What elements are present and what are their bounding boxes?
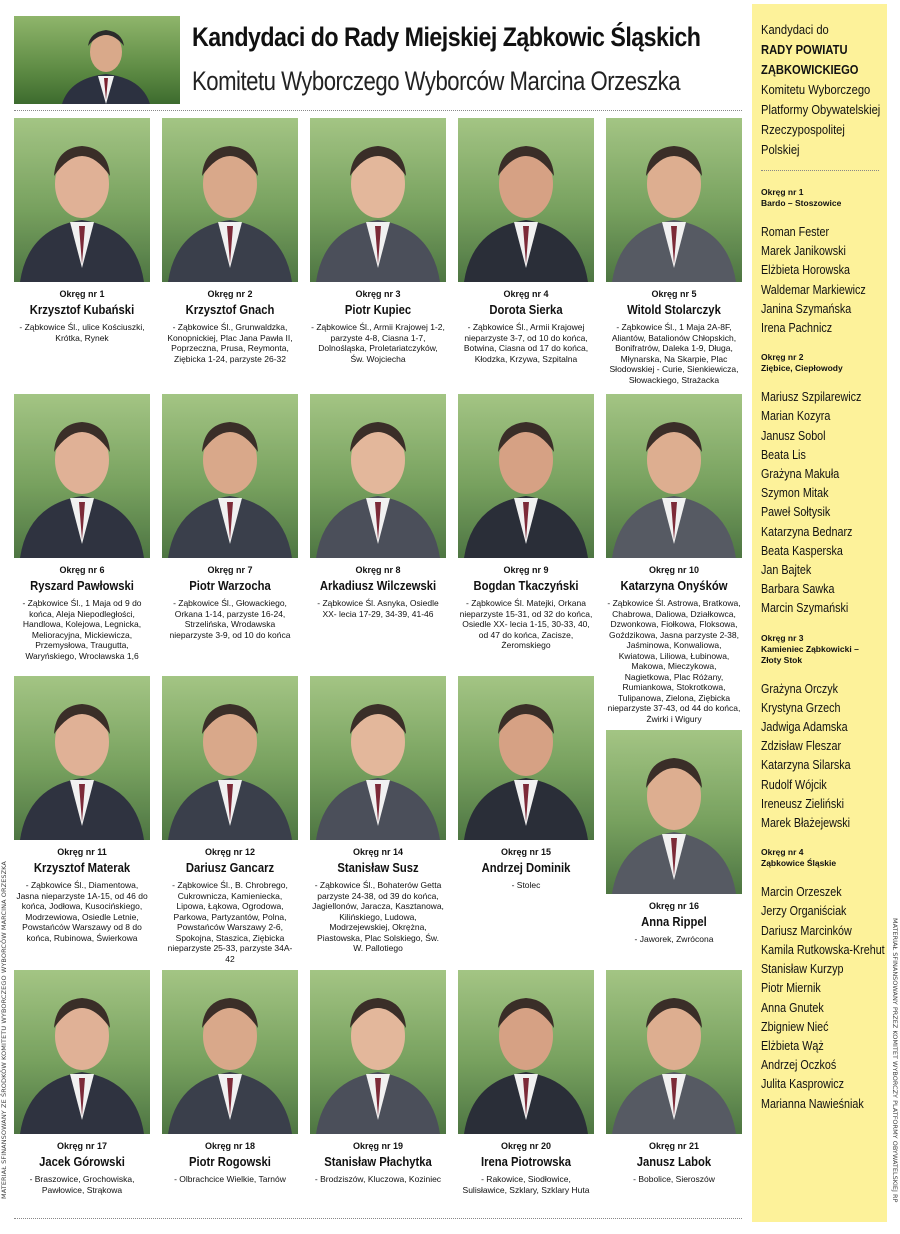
sidebar-candidate-name: Marek Janikowski xyxy=(761,244,846,259)
candidate-photo xyxy=(162,970,298,1134)
sidebar-candidate-name: Beata Lis xyxy=(761,447,806,462)
portrait-icon xyxy=(458,394,594,558)
district-streets: - Ząbkowice Śl., 1 Maja od 9 do końca, Aleja Niepodległości, Handlowa, Kolejowa, Legnicka, Melioracyjna, Mickiewicza, Przemysłowa, Traugutta, Waryńskiego, Wrocławska 1,6 xyxy=(22,598,142,661)
sidebar-candidate-name: Zbigniew Nieć xyxy=(761,1019,829,1034)
district-streets: - Braszowice, Grochowiska, Pawłowice, Strąkowa xyxy=(29,1174,135,1195)
candidate-name: Krzysztof Gnach xyxy=(185,303,275,317)
candidate-name: Ryszard Pawłowski xyxy=(30,579,134,593)
sidebar-candidate-name: Katarzyna Silarska xyxy=(761,758,851,773)
candidate-name: Piotr Kupiec xyxy=(344,303,412,317)
portrait-icon xyxy=(162,676,298,840)
district-streets: - Brodziszów, Kluczowa, Koziniec xyxy=(314,1174,442,1184)
candidate-card xyxy=(458,970,594,1195)
sidebar-heading-line: Komitetu Wyborczego xyxy=(761,82,871,97)
district-label: Okręg nr 21 xyxy=(648,1141,700,1151)
candidate-name: Arkadiusz Wilczewski xyxy=(319,579,437,593)
district-label: Okręg nr 9 xyxy=(503,565,549,575)
portrait-icon xyxy=(14,118,150,282)
sidebar-candidate-list xyxy=(761,680,879,834)
candidate-card xyxy=(14,676,150,943)
sidebar-district-number: Okręg nr 4 xyxy=(761,847,804,858)
candidate-card xyxy=(606,118,742,385)
portrait-icon xyxy=(606,730,742,894)
candidate-photo xyxy=(606,394,742,558)
sidebar-candidate-list xyxy=(761,223,879,338)
sidebar-heading-line: RADY POWIATU xyxy=(761,42,848,57)
district-streets: - Ząbkowice Śl., Bohaterów Getta parzyste 24-38, od 39 do końca, Jagiellonów, Jaracza, Kasztanowa, Kilińskiego, Ludowa, Modrzejewskiej, Okrężna, Piastowska, Plac Solskiego, Św. W. Pallotiego xyxy=(312,880,444,953)
sidebar-candidate-name: Ireneusz Zieliński xyxy=(761,796,845,811)
sidebar-candidate-name: Rudolf Wójcik xyxy=(761,777,827,792)
candidate-card xyxy=(606,730,742,945)
candidate-name: Irena Piotrowska xyxy=(480,1155,572,1169)
district-label: Okręg nr 12 xyxy=(204,847,256,857)
sidebar-district-number: Okręg nr 2 xyxy=(761,352,804,363)
district-streets: - Ząbkowice Śl., B. Chrobrego, Cukrownicza, Kamieniecka, Lipowa, Łąkowa, Ogrodowa, Parkowa, Partyzantów, Polna, Powstańców Warszawy 2-6, Spokojna, Staszica, Ziębicka nieparzyste 25-33, parzyste 34A-42 xyxy=(167,880,293,964)
district-label: Okręg nr 18 xyxy=(204,1141,256,1151)
sidebar-candidate-name: Janusz Sobol xyxy=(761,428,826,443)
district-label: Okręg nr 11 xyxy=(57,847,107,857)
district-label: Okręg nr 16 xyxy=(648,901,700,911)
district-label: Okręg nr 8 xyxy=(355,565,401,575)
portrait-icon xyxy=(14,676,150,840)
candidate-name: Katarzyna Onyśków xyxy=(620,579,728,593)
candidate-name: Dorota Sierka xyxy=(489,303,563,317)
candidate-card xyxy=(162,394,298,640)
sidebar-candidate-name: Andrzej Oczkoś xyxy=(761,1058,837,1073)
candidate-card xyxy=(310,970,446,1185)
portrait-icon xyxy=(310,118,446,282)
candidate-photo xyxy=(458,676,594,840)
candidate-photo xyxy=(458,118,594,282)
sidebar-candidate-name: Jerzy Organiściak xyxy=(761,904,847,919)
candidate-card xyxy=(310,394,446,619)
header xyxy=(14,14,742,106)
sidebar-candidate-list xyxy=(761,388,879,618)
candidate-card xyxy=(458,676,594,891)
district-streets: - Ząbkowice Śl. Asnyka, Osiedle XX- lecia 17-29, 34-39, 41-46 xyxy=(317,598,439,619)
portrait-icon xyxy=(458,118,594,282)
district-streets: - Ząbkowice Śl., Armii Krajowej nieparzyste 3-7, od 10 do końca, Botwina, Ciasna od 17 do końca, Kłodzka, Krzywa, Szpitalna xyxy=(463,322,589,364)
district-streets: - Ząbkowice Śl., Głowackiego, Orkana 1-14, parzyste 16-24, Strzelińska, Wrodawska nieparzyste 3-9, od 10 do końca xyxy=(169,598,291,640)
sidebar-heading-line: Rzeczypospolitej xyxy=(761,122,845,137)
portrait-icon xyxy=(310,676,446,840)
candidate-name: Dariusz Gancarz xyxy=(185,861,275,875)
district-streets: - Ząbkowice Śl., 1 Maja 2A-8F, Aliantów, Batalionów Chłopskich, Bonifratrów, Daleka 1-9, Długa, Młynarska, Na Skarpie, Plac Słodowskiej - Curie, Sienkiewicza, Słowackiego, Strażacka xyxy=(609,322,739,385)
district-streets: - Ząbkowice Śl., Diamentowa, Jasna nieparzyste 1A-15, od 46 do końca, Jodłowa, Kusocińskiego, Modrzewiowa, Osiedle Letnie, Powstańców Warszawy od 8 do końca, Rubinowa, Świerkowa xyxy=(16,880,148,943)
sidebar-district-number: Okręg nr 3 xyxy=(761,632,804,643)
sidebar-candidate-name: Beata Kasperska xyxy=(761,543,843,558)
divider xyxy=(14,110,742,111)
district-label: Okręg nr 2 xyxy=(207,289,253,299)
sidebar-candidate-name: Barbara Sawka xyxy=(761,582,835,597)
sidebar-district-area: Bardo – Stoszowice xyxy=(761,198,842,208)
financing-note-left: MATERIAŁ SFINANSOWANY ZE ŚRODKÓW KOMITETU WYBORCZEGO WYBORCÓW MARCINA ORZESZKA xyxy=(0,861,8,1199)
sidebar-heading-line: ZĄBKOWICKIEGO xyxy=(761,62,859,77)
sidebar-candidate-name: Waldemar Markiewicz xyxy=(761,282,866,297)
portrait-icon xyxy=(458,676,594,840)
candidate-photo xyxy=(14,394,150,558)
portrait-icon xyxy=(14,970,150,1134)
district-streets: - Ząbkowice Śl., ulice Kościuszki, Krótka, Rynek xyxy=(19,322,145,343)
candidate-card xyxy=(14,118,150,343)
sidebar-candidate-name: Roman Fester xyxy=(761,225,830,239)
sidebar-district-heading xyxy=(761,633,879,666)
district-label: Okręg nr 19 xyxy=(352,1141,404,1151)
sidebar-candidate-name: Marek Błażejewski xyxy=(761,816,851,831)
portrait-icon xyxy=(606,118,742,282)
portrait-icon xyxy=(310,970,446,1134)
district-streets: - Ząbkowice Śl., Armii Krajowej 1-2, parzyste 4-8, Ciasna 1-7, Dolnośląska, Proletariatczyków, Św. Wojciecha xyxy=(311,322,445,364)
sidebar-candidate-name: Grażyna Makuła xyxy=(761,467,840,482)
candidate-photo xyxy=(606,970,742,1134)
sidebar-district-area: Kamieniec Ząbkowicki – Złoty Stok xyxy=(761,643,859,665)
candidate-photo xyxy=(14,118,150,282)
district-streets: - Stolec xyxy=(511,880,541,890)
district-label: Okręg nr 5 xyxy=(651,289,697,299)
district-label: Okręg nr 14 xyxy=(352,847,404,857)
candidate-photo xyxy=(606,118,742,282)
sidebar-candidate-name: Kamila Rutkowska-Krehut xyxy=(761,942,885,957)
sidebar-candidate-name: Janina Szymańska xyxy=(761,301,852,316)
candidate-card xyxy=(606,970,742,1185)
sidebar-candidate-name: Szymon Mitak xyxy=(761,486,829,501)
district-streets: - Bobolice, Sieroszów xyxy=(633,1174,715,1184)
sidebar-heading-line: Platformy Obywatelskiej xyxy=(761,102,881,117)
district-streets: - Jaworek, Zwrócona xyxy=(634,934,714,944)
portrait-icon xyxy=(162,118,298,282)
county-council-sidebar xyxy=(752,4,887,1222)
candidate-photo xyxy=(310,118,446,282)
candidate-photo xyxy=(606,730,742,894)
candidate-card xyxy=(458,118,594,364)
sidebar-candidate-name: Paweł Sołtysik xyxy=(761,505,831,520)
candidate-name: Anna Rippel xyxy=(641,915,707,929)
sidebar-candidate-name: Marianna Nawieśniak xyxy=(761,1096,864,1111)
candidate-name: Janusz Labok xyxy=(636,1155,712,1169)
sidebar-candidate-name: Elżbieta Horowska xyxy=(761,263,851,278)
sidebar-heading-line: Kandydaci do xyxy=(761,22,829,37)
district-label: Okręg nr 3 xyxy=(355,289,401,299)
portrait-icon xyxy=(310,394,446,558)
candidate-card xyxy=(162,676,298,964)
candidate-photo xyxy=(14,970,150,1134)
candidate-photo xyxy=(14,676,150,840)
portrait-icon xyxy=(162,970,298,1134)
candidate-name: Bogdan Tkaczyński xyxy=(473,579,579,593)
candidate-name: Krzysztof Materak xyxy=(33,861,131,875)
candidate-photo xyxy=(162,118,298,282)
district-label: Okręg nr 10 xyxy=(648,565,700,575)
candidate-name: Jacek Górowski xyxy=(39,1155,125,1169)
candidate-photo xyxy=(310,676,446,840)
district-streets: - Ząbkowice Śl. Matejki, Orkana nieparzyste 15-31, od 32 do końca, Osiedle XX- lecia 1-15, 30-33, 40, od 47 do końca, Zacisze, Żeromskiego xyxy=(459,598,593,650)
portrait-icon xyxy=(162,394,298,558)
candidate-name: Stanisław Płachytka xyxy=(324,1155,432,1169)
sidebar-district-heading xyxy=(761,187,879,209)
page-subtitle: Komitetu Wyborczego Wyborców Marcina Orzeszka xyxy=(192,66,681,96)
candidate-photo xyxy=(458,394,594,558)
sidebar-candidate-name: Irena Pachnicz xyxy=(761,321,833,336)
district-streets: - Rakowice, Siodłowice, Sulisławice, Szklary, Szklary Huta xyxy=(462,1174,590,1195)
sidebar-district-number: Okręg nr 1 xyxy=(761,187,804,197)
sidebar-divider xyxy=(761,170,879,171)
candidate-photo xyxy=(162,676,298,840)
candidate-card xyxy=(162,970,298,1185)
sidebar-heading-line: Polskiej xyxy=(761,142,800,157)
sidebar-candidate-name: Katarzyna Bednarz xyxy=(761,524,853,539)
sidebar-heading xyxy=(761,20,879,160)
sidebar-districts xyxy=(761,187,885,1114)
sidebar-candidate-name: Piotr Miernik xyxy=(761,981,821,996)
candidate-card xyxy=(458,394,594,651)
district-label: Okręg nr 1 xyxy=(59,289,105,299)
sidebar-candidate-name: Julita Kasprowicz xyxy=(761,1077,845,1092)
candidate-photo xyxy=(162,394,298,558)
sidebar-candidate-name: Marian Kozyra xyxy=(761,409,831,424)
portrait-icon xyxy=(606,970,742,1134)
district-label: Okręg nr 4 xyxy=(503,289,549,299)
district-streets: - Ząbkowice Śl., Grunwaldzka, Konopnickiej, Plac Jana Pawła II, Poprzeczna, Prusa, Reymonta, Ziębicka 1-24, parzyste 26-32 xyxy=(167,322,293,364)
portrait-icon xyxy=(14,394,150,558)
sidebar-candidate-name: Zdzisław Fleszar xyxy=(761,739,842,754)
portrait-icon xyxy=(458,970,594,1134)
candidate-name: Krzysztof Kubański xyxy=(29,303,135,317)
sidebar-candidate-name: Grażyna Orczyk xyxy=(761,681,839,696)
sidebar-candidate-name: Jan Bajtek xyxy=(761,563,812,578)
candidate-card xyxy=(14,970,150,1195)
candidate-card xyxy=(310,676,446,954)
district-streets: - Ząbkowice Śl. Astrowa, Bratkowa, Chabrowa, Daliowa, Działkowca, Dzwonkowa, Fiołkowa, Floksowa, Goździkowa, Jasna parzyste 2-38, Jaśminowa, Konwaliowa, Kwiatowa, Liliowa, Łubinowa, Makowa, Mieczykowa, Nagietkowa, Plac Różany, Rumiankowa, Stokrotkowa, Tulipanowa, Zielona, Ziębicka nieparzyste 37-43, od 44 do końca, Żwirki i Wigury xyxy=(607,598,741,724)
candidate-card xyxy=(606,394,742,724)
sidebar-district-area: Ząbkowice Śląskie xyxy=(761,858,837,869)
district-streets: - Olbrachcice Wielkie, Tarnów xyxy=(174,1174,286,1184)
sidebar-candidate-name: Mariusz Szpilarewicz xyxy=(761,390,862,405)
candidate-photo xyxy=(458,970,594,1134)
sidebar-candidate-name: Krystyna Grzech xyxy=(761,700,841,715)
candidate-name: Stanisław Susz xyxy=(337,861,419,875)
sidebar-candidate-name: Stanisław Kurzyp xyxy=(761,962,844,977)
divider xyxy=(14,1218,742,1219)
portrait-icon xyxy=(14,16,180,104)
sidebar-candidate-name: Jadwiga Adamska xyxy=(761,720,848,735)
sidebar-candidate-name: Dariusz Marcinków xyxy=(761,923,852,938)
candidate-name: Witold Stolarczyk xyxy=(627,303,721,317)
candidate-photo xyxy=(310,394,446,558)
sidebar-candidate-name: Marcin Szymański xyxy=(761,601,849,616)
sidebar-candidate-name: Anna Gnutek xyxy=(761,1000,824,1015)
sidebar-candidate-name: Marcin Orzeszek xyxy=(761,885,842,900)
sidebar-district-heading xyxy=(761,352,879,374)
candidate-card xyxy=(162,118,298,364)
candidate-card xyxy=(310,118,446,364)
candidate-name: Piotr Rogowski xyxy=(189,1155,271,1169)
district-label: Okręg nr 20 xyxy=(500,1141,552,1151)
candidate-card xyxy=(14,394,150,661)
district-label: Okręg nr 17 xyxy=(56,1141,108,1151)
district-label: Okręg nr 7 xyxy=(207,565,253,575)
header-portrait-photo xyxy=(14,16,180,104)
sidebar-candidate-list xyxy=(761,883,885,1113)
candidate-name: Piotr Warzocha xyxy=(189,579,271,593)
portrait-icon xyxy=(606,394,742,558)
page-title: Kandydaci do Rady Miejskiej Ząbkowic Śląskich xyxy=(192,22,701,52)
district-label: Okręg nr 6 xyxy=(59,565,105,575)
district-label: Okręg nr 15 xyxy=(500,847,552,857)
financing-note-right: MATERIAŁ SFINANSOWANY PRZEZ KOMITET WYBORCZY PLATFORMY OBYWATELSKIEJ RP xyxy=(891,917,899,1203)
sidebar-district-area: Ziębice, Ciepłowody xyxy=(761,363,843,374)
candidate-photo xyxy=(310,970,446,1134)
candidate-name: Andrzej Dominik xyxy=(481,861,571,875)
sidebar-candidate-name: Elżbieta Wąż xyxy=(761,1038,824,1053)
sidebar-district-heading xyxy=(761,847,879,869)
